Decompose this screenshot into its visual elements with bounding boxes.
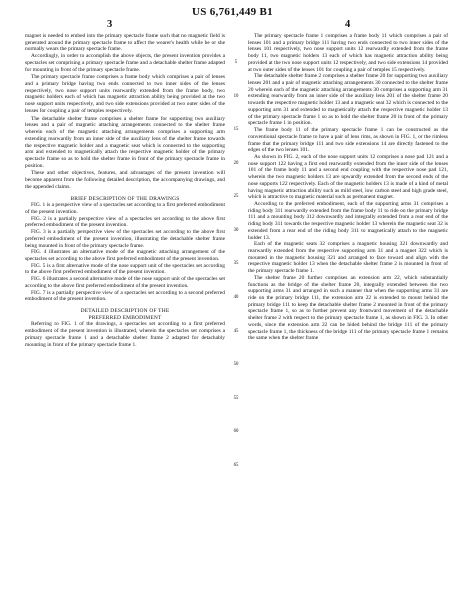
figure-description: FIG. 3 is a partially perspective view of the spectacles set according to the above first preferred embodiment of the present invention, illustrating the detachable shelter frame being mounted in front of the primary spectacle frame.	[25, 229, 225, 249]
paragraph: As shown in FIG. 2, each of the nose support units 12 comprises a nose pad 121 and a nose support 122 having a first end rearwardly extended from the inner side of the lenses 101 of the frame body 11 and a second end coupling with the respective nose pad 121, wherein the two magnetic holders 13 are upwardly extended from the second ends of the nose supports 122 respectively. Each of the magnetic holders 13 is made of a kind of metal having magnetic attraction ability such as mild steel, low carbon steel and high grade steel, which is attractive to magnetic material such as permanent magnet.	[248, 153, 448, 201]
paragraph: The primary spectacle frame comprises a frame body which comprises a pair of lenses and a primary bridge having two ends connected to two inner sides of the lenses respectively, two nose support units rearwardly extended from the frame body, two magnetic holders each of which has magnetic attraction ability being provided at the two nose support units respectively, and two side extensions provided at two outer sides of the lenses for coupling a pair of temples respectively.	[25, 74, 225, 114]
section-heading: BRIEF DESCRIPTION OF THE DRAWINGS	[70, 195, 180, 202]
paragraph: According to the preferred embodiment, each of the supporting arms 31 comprises a riding body 311 rearwardly extended from the frame body 11 to ride on the primary bridge 111 and a mounting body 312 downwardly and integrally extended from a rear end of the riding body 311 towards the respective magnetic holder 13 wherein the magnetic seat 32 is extended from a rear end of the riding body 311 to magnetically attach to the magnetic holder 13.	[248, 200, 448, 241]
page-number-right: 4	[345, 19, 351, 30]
figure-description: FIG. 1 is a perspective view of a spectacles set according to a first preferred embodiment of the present invention.	[25, 202, 225, 215]
paragraph: Referring to FIG. 1 of the drawings, a spectacles set according to a first preferred embodiment of the present invention is illustrated, wherein the spectacles set comprises a primary spectacle frame 1 and a detachable shelter frame 2 adapted for detachably mounting in front of the primary spectacle frame 1.	[25, 321, 225, 348]
figure-description: FIG. 5 is a first alternative mode of the nose support unit of the spectacles set according to the above first preferred embodiment of the present invention.	[25, 262, 225, 276]
figure-description: FIG. 2 is a partially perspective view of a spectacles set according to the above first preferred embodiment of the present invention.	[25, 215, 225, 229]
line-number: 25	[233, 194, 239, 199]
line-number: 55	[233, 396, 239, 401]
line-number: 65	[233, 463, 239, 468]
line-number: 35	[233, 261, 239, 266]
left-column	[25, 33, 225, 348]
line-number: 60	[233, 429, 239, 434]
right-column	[248, 33, 448, 342]
line-number: 45	[233, 329, 239, 334]
patent-header: US 6,761,449 B1	[192, 6, 273, 18]
paragraph: Accordingly, in order to accomplish the above objects, the present invention provides a spectacles set comprising a primary spectacle frame and a detachable shelter frame adapted for mounting in front of the primary spectacle frame.	[25, 53, 225, 73]
figure-description: FIG. 7 is a partially perspective view of a spectacles set according to a second preferred embodiment of the present invention.	[25, 289, 225, 303]
paragraph: These and other objectives, features, and advantages of the present invention will become apparent from the following detailed description, the accompanying drawings, and the appended claims.	[25, 170, 225, 190]
page-number-left: 3	[107, 19, 113, 30]
line-number: 20	[233, 161, 239, 166]
figure-description: FIG. 6 illustrates a second alternative mode of the nose support unit of the spectacles set according to the above first preferred embodiment of the present invention.	[25, 276, 225, 289]
line-number: 30	[233, 228, 239, 233]
line-number: 50	[233, 362, 239, 367]
figure-description: FIG. 4 illustrates an alternative mode of the magnetic attaching arrangement of the spectacles set according to the above first preferred embodiment of the present invention.	[25, 249, 225, 262]
line-number: 15	[233, 127, 239, 132]
line-number: 40	[233, 295, 239, 300]
paragraph: The detachable shelter frame comprises a shelter frame for supporting two auxiliary lenses and a pair of magnetic attaching arrangements connected to the shelter frame wherein each of the magnetic attaching arrangements comprises a supporting arm extending rearwardly from an inner side of the auxiliary lens of the shelter frame towards the respective magnetic holder and a magnetic seat which is connected to the supporting arm and extended to magnetically attach the respective magnetic holder of the primary spectacle frame so as to hold the shelter frame in front of the primary spectacle frame in position.	[25, 115, 225, 169]
paragraph: The shelter frame 20 further comprises an extension arm 22, which substantially functions as the bridge of the shelter frame 20, integrally extended between the two supporting arms 31 and arranged in such a manner that when the supporting arms 31 are ride on the primary bridge 111, the extension arm 22 is extended to mount behind the primary bridge 111 to keep the detachable shelter frame 2 mounted in front of the primary spectacle frame 1, so as to further prevent any frontward movement of the detachable shelter frame 2 with respect to the primary spectacle frame 1, as shown in FIG. 3. In other words, since the extension arm 22 can be hided behind the bridge 111 of the primary spectacle frame 1, the thickness of the bridge 111 of the primary spectacle frame 1 remains the same when the shelter frame	[248, 274, 448, 342]
paragraph: The primary spectacle frame 1 comprises a frame body 11 which comprises a pair of lenses 101 and a primary bridge 111 having two ends connected to two inner sides of the lenses 101 respectively, two nose support units 12 rearwardly extended from the frame body 11, two magnetic holders 13 each of which has magnetic attraction ability being provided at the two nose support units 12 respectively, and two side extensions 14 provided at two outer sides of the lenses 101 for coupling a pair of temples 15 respectively.	[248, 33, 448, 73]
paragraph: The detachable shelter frame 2 comprises a shelter frame 20 for supporting two auxiliary lenses 201 and a pair of magnetic attaching arrangements 30 connected to the shelter frame 20 wherein each of the magnetic attaching arrangements 30 comprises a supporting arm 31 extending rearwardly from an inner side of the auxiliary lens 201 of the shelter frame 20 towards the respective magnetic holder 13 and a magnetic seat 32 which is connected to the supporting arm 31 and extended to magnetically attach the respective magnetic holder 13 of the primary spectacle frame 1 so as to hold the shelter frame 20 in front of the primary spectacle frame 1 in position.	[248, 73, 448, 127]
paragraph: Each of the magnetic seats 32 comprises a magnetic housing 321 downwardly and rearwardly extended from the respective supporting arm 31 and a magnet 322 which is mounted in the magnetic housing 321 and arranged to face toward and align with the respective magnetic holder 13 when the detachable shelter frame 2 is mounted in front of the primary spectacle frame 1.	[248, 241, 448, 275]
paragraph: The frame body 11 of the primary spectacle frame 1 can be constructed as the conventional spectacle frame to have a pair of lens rims, as shown in FIG. 1, or the rimless frame that the primary bridge 111 and two side extensions 14 are directly fastened to the edges of the two lenses 101.	[248, 127, 448, 154]
section-heading: DETAILED DESCRIPTION OF THE	[80, 308, 170, 315]
paragraph: magnet is needed to embed into the primary spectacle frame such that no magnetic field is generated around the primary spectacle frame to affect the wearer's health while he or she normally wears the primary spectacle frame.	[25, 33, 225, 53]
line-number: 5	[234, 60, 238, 65]
section-heading: PREFERRED EMBODIMENT	[88, 314, 162, 321]
line-number: 10	[233, 94, 239, 99]
